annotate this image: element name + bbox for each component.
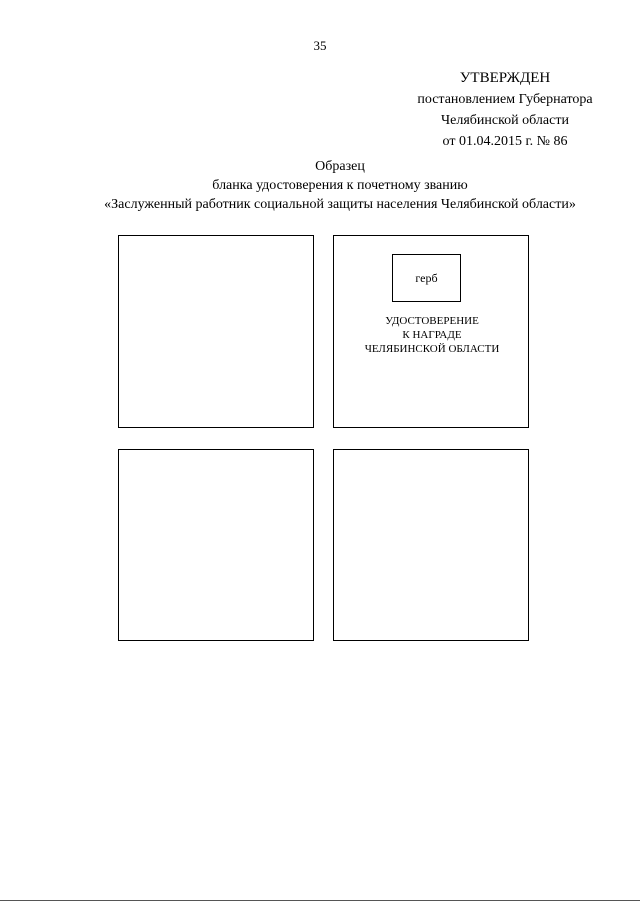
title-line-1: Образец [315, 159, 365, 174]
title-line-2: бланка удостоверения к почетному званию [212, 178, 468, 193]
title-line-3: «Заслуженный работник социальной защиты населения Челябинской области» [104, 197, 576, 212]
approval-stamp [370, 68, 640, 152]
coat-of-arms-placeholder [392, 254, 461, 302]
certificate-line-1: УДОСТОВЕРЕНИЕ [385, 315, 479, 327]
certificate-cover [333, 235, 529, 428]
certificate-line-3: ЧЕЛЯБИНСКОЙ ОБЛАСТИ [364, 343, 500, 355]
certificate-line-2: К НАГРАДЕ [402, 329, 462, 341]
coat-of-arms-label: герб [415, 270, 438, 285]
certificate-page-bottom-left [118, 449, 314, 641]
certificate-page-inner-left [118, 235, 314, 428]
approval-line-3: от 01.04.2015 г. № 86 [442, 134, 568, 149]
document-title [0, 157, 640, 214]
certificate-cover-text [334, 314, 530, 356]
certificate-page-bottom-right [333, 449, 529, 641]
approval-line-1: постановлением Губернатора [417, 92, 593, 107]
approval-line-2: Челябинской области [441, 113, 569, 128]
approved-heading: УТВЕРЖДЕН [459, 70, 551, 86]
bottom-rule [0, 900, 640, 901]
page-number: 35 [313, 38, 327, 53]
